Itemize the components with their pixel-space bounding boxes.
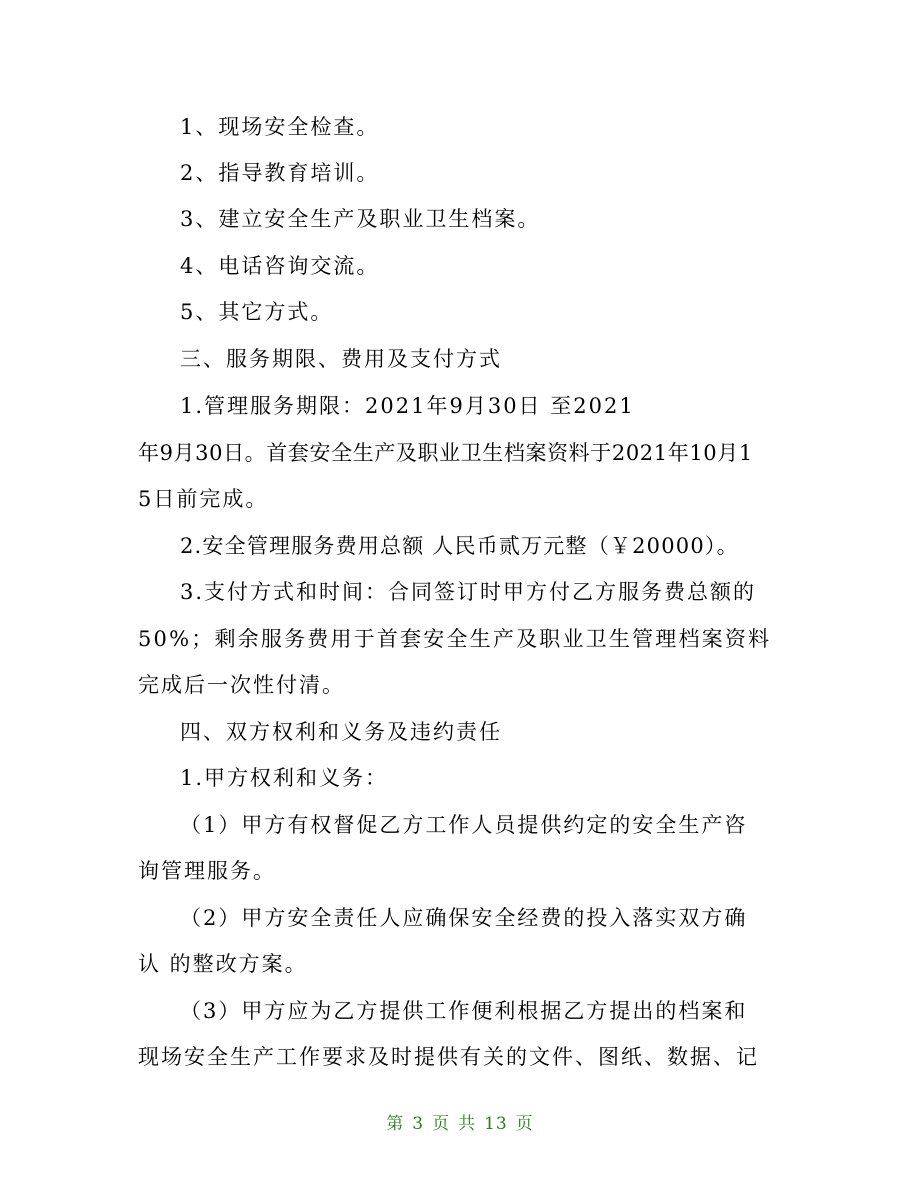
list-item: 5、其它方式。 [180,300,334,324]
paragraph-line: 5日前完成。 [138,487,269,511]
footer-prefix: 第 [386,1114,405,1134]
footer-page-word: 页 [432,1114,451,1134]
list-item: 4、电话咨询交流。 [180,254,380,278]
paragraph-line: （1）甲方有权督促乙方工作人员提供约定的安全生产咨 [180,813,748,837]
paragraph-line: 50%；剩余服务费用于首套安全生产及职业卫生管理档案资料 [138,627,772,651]
page-number-footer [0,1112,920,1136]
footer-total-word: 共 [458,1114,477,1134]
paragraph-line: 询管理服务。 [138,859,276,883]
list-item: 3、建立安全生产及职业卫生档案。 [180,207,541,231]
paragraph-line: （2）甲方安全责任人应确保安全经费的投入落实双方确 [180,906,748,930]
paragraph-line: 3.支付方式和时间：合同签订时甲方付乙方服务费总额的 [180,580,757,604]
paragraph-line: （3）甲方应为乙方提供工作便利根据乙方提出的档案和 [180,999,748,1023]
footer-suffix: 页 [515,1114,534,1134]
paragraph-line: 现场安全生产工作要求及时提供有关的文件、图纸、数据、记 [138,1045,759,1069]
paragraph-line: 1.管理服务期限：2021年9月30日 至2021 [180,394,635,418]
footer-total-pages: 13 [484,1114,508,1134]
section-heading: 四、双方权利和义务及违约责任 [180,720,502,744]
list-item: 2、指导教育培训。 [180,161,380,185]
footer-current-page: 3 [412,1114,425,1134]
list-item: 1、现场安全检查。 [180,115,380,139]
paragraph-line: 2.安全管理服务费用总额 人民币贰万元整（￥20000）。 [180,534,739,558]
paragraph-line: 认 的整改方案。 [138,952,308,976]
section-heading: 三、服务期限、费用及支付方式 [180,347,502,371]
paragraph-line: 完成后一次性付清。 [138,673,345,697]
subsection-heading: 1.甲方权利和义务： [180,766,389,790]
paragraph-line: 年9月30日。首套安全生产及职业卫生档案资料于2021年10月1 [138,441,753,465]
